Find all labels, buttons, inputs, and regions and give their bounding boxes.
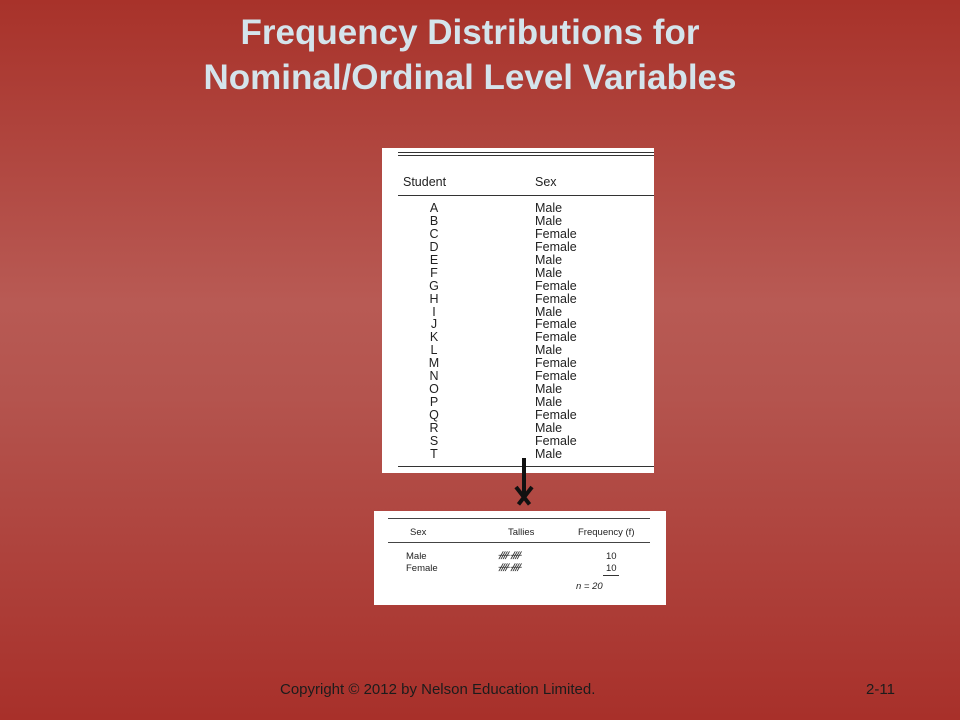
table-row <box>382 357 654 370</box>
table-row <box>382 228 654 241</box>
student-id: B <box>429 213 439 228</box>
student-id: P <box>429 395 439 410</box>
student-id: F <box>430 265 438 280</box>
student-sex: Female <box>535 356 577 371</box>
freq-header-sex: Sex <box>410 527 427 538</box>
student-sex: Male <box>535 343 563 358</box>
header-rule <box>398 195 654 196</box>
student-sex: Female <box>535 369 577 384</box>
student-id: O <box>429 382 439 397</box>
student-id: L <box>430 343 438 358</box>
table-top-rule <box>398 152 654 153</box>
student-id: I <box>432 304 436 319</box>
table-row <box>382 267 654 280</box>
student-sex: Male <box>535 265 563 280</box>
table-bottom-rule <box>398 466 654 467</box>
table-top-rule-2 <box>398 155 654 156</box>
table-row <box>382 280 654 293</box>
student-sex: Male <box>535 420 563 435</box>
table-row <box>382 370 654 383</box>
table-row <box>382 331 654 344</box>
student-id: Q <box>429 408 439 422</box>
student-id: S <box>429 433 439 448</box>
student-sex: Female <box>535 330 577 345</box>
student-id: D <box>429 239 439 254</box>
table-row <box>382 383 654 396</box>
table-row <box>382 241 654 254</box>
student-id: K <box>429 330 439 345</box>
student-id: M <box>428 356 440 371</box>
column-header-student: Student <box>403 175 447 189</box>
freq-header-rule <box>388 542 650 543</box>
student-sex: Male <box>535 382 563 397</box>
copyright-text: Copyright © 2012 by Nelson Education Limited. <box>280 681 596 698</box>
student-sex: Male <box>535 395 563 410</box>
freq-total: n = 20 <box>576 581 603 592</box>
table-row <box>382 422 654 435</box>
table-row <box>382 396 654 409</box>
table-row <box>382 318 654 331</box>
student-rows <box>382 202 654 461</box>
student-id: A <box>429 201 439 215</box>
table-row <box>382 435 654 448</box>
student-id: C <box>429 226 439 241</box>
table-row <box>382 293 654 306</box>
table-row <box>382 306 654 319</box>
sum-rule <box>603 575 619 576</box>
student-sex: Male <box>535 201 563 215</box>
table-row <box>382 254 654 267</box>
student-sex: Female <box>535 239 577 254</box>
table-row <box>382 202 654 215</box>
student-sex: Male <box>535 252 563 267</box>
freq-header-tallies: Tallies <box>508 527 535 538</box>
column-header-sex: Sex <box>535 175 557 189</box>
freq-header-frequency: Frequency (f) <box>578 527 635 538</box>
student-id: T <box>430 446 438 461</box>
student-sex: Female <box>535 291 577 306</box>
frequency-table <box>374 511 666 605</box>
student-id: G <box>429 278 439 293</box>
table-row <box>382 215 654 228</box>
student-sex-table <box>382 148 654 473</box>
student-sex: Female <box>535 226 577 241</box>
student-sex: Female <box>535 278 577 293</box>
student-sex: Female <box>535 408 577 422</box>
table-row <box>382 409 654 422</box>
student-id: N <box>429 369 439 384</box>
student-id: R <box>429 420 439 435</box>
freq-top-rule <box>388 518 650 519</box>
student-id: H <box>429 291 439 306</box>
title-line-1: Frequency Distributions for <box>240 13 700 52</box>
slide-title <box>0 10 940 100</box>
student-id: E <box>429 252 439 267</box>
freq-row-male-sex: Male <box>406 551 427 562</box>
student-sex: Male <box>535 213 563 228</box>
freq-row-male-frequency: 10 <box>606 551 617 562</box>
student-sex: Female <box>535 317 577 332</box>
student-sex: Female <box>535 433 577 448</box>
title-line-2: Nominal/Ordinal Level Variables <box>203 58 737 97</box>
freq-row-female-frequency: 10 <box>606 563 617 574</box>
freq-row-female-tallies: ᚎ ᚎ <box>498 562 521 573</box>
table-row <box>382 344 654 357</box>
table-row <box>382 448 654 461</box>
slide-number: 2-11 <box>866 681 895 698</box>
freq-row-male-tallies: ᚎ ᚎ <box>498 550 521 561</box>
student-sex: Male <box>535 304 563 319</box>
student-id: J <box>430 317 438 332</box>
student-sex: Male <box>535 446 563 461</box>
freq-row-female-sex: Female <box>406 563 438 574</box>
